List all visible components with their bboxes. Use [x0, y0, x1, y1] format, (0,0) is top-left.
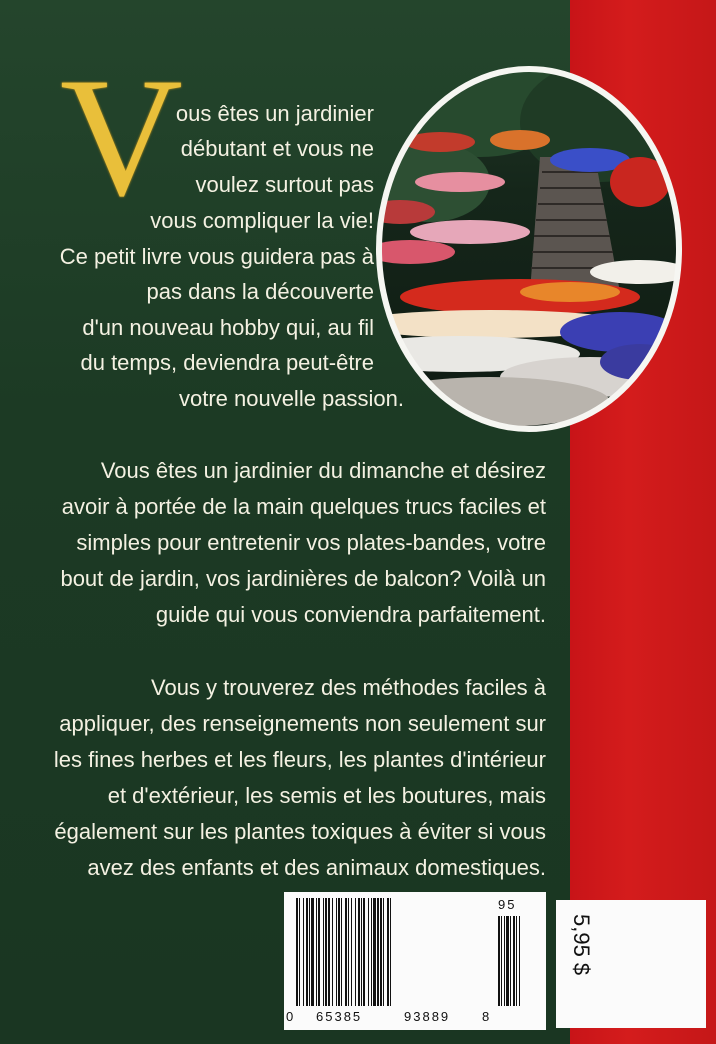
barcode	[284, 892, 546, 1030]
paragraph-line: simples pour entretenir vos plates-bandes, votre	[76, 530, 546, 555]
paragraph-line: et d'extérieur, les semis et les boutures, mais	[107, 783, 546, 808]
paragraph-line: guide qui vous conviendra parfaitement.	[155, 602, 546, 627]
barcode-addon-digits: 95	[498, 897, 517, 912]
barcode-left-digits: 65385	[316, 1009, 363, 1024]
barcode-system-digit: 0	[286, 1009, 294, 1024]
paragraph-line: avez des enfants et des animaux domestiques.	[87, 855, 546, 880]
intro-line: ous êtes un jardinier	[175, 101, 374, 126]
paragraph-line: bout de jardin, vos jardinières de balcon? Voilà un	[60, 566, 546, 591]
price-label	[556, 900, 706, 1028]
paragraph-line: appliquer, des renseignements non seulement sur	[59, 711, 546, 736]
intro-line: Ce petit livre vous guidera pas à	[59, 244, 374, 269]
paragraph-line: les fines herbes et les fleurs, les plantes d'intérieur	[53, 747, 546, 772]
garden-photo	[370, 62, 688, 436]
paragraph-line: également sur les plantes toxiques à éviter si vous	[54, 819, 546, 844]
intro-line: du temps, deviendra peut-être	[80, 350, 374, 375]
intro-line: vous compliquer la vie!	[150, 208, 374, 233]
barcode-right-digits: 93889	[404, 1009, 451, 1024]
intro-line: voulez surtout pas	[195, 172, 374, 197]
paragraph-line: Vous êtes un jardinier du dimanche et désirez	[100, 458, 546, 483]
intro-line: pas dans la découverte	[146, 279, 374, 304]
price-text: 5,95 $	[569, 914, 594, 976]
paragraph-line: Vous y trouverez des méthodes faciles à	[151, 675, 546, 700]
intro-line: débutant et vous ne	[180, 136, 374, 161]
intro-line: d'un nouveau hobby qui, au fil	[82, 315, 374, 340]
paragraph-line: avoir à portée de la main quelques trucs faciles et	[61, 494, 546, 519]
drop-cap-letter: V	[60, 43, 183, 231]
barcode-check-digit: 8	[482, 1009, 490, 1024]
intro-line: votre nouvelle passion.	[178, 386, 404, 411]
